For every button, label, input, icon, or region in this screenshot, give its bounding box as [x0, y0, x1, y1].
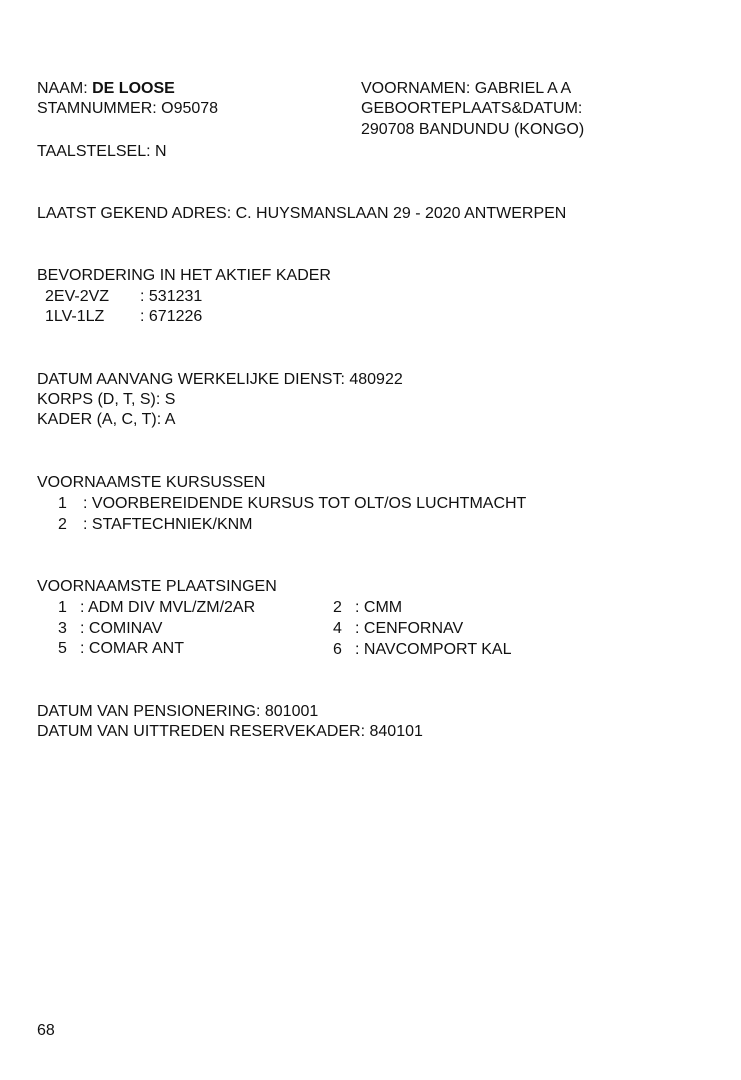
plaatsing-text: : COMINAV — [80, 620, 163, 637]
kursussen-title: VOORNAAMSTE KURSUSSEN — [37, 474, 266, 491]
kader: KADER (A, C, T): A — [37, 411, 176, 428]
plaatsing-text: : COMAR ANT — [80, 640, 185, 657]
page-number: 68 — [37, 1022, 55, 1039]
kursus-text: : STAFTECHNIEK/KNM — [83, 516, 253, 533]
kursus-num: 2 — [58, 516, 67, 533]
kursus-num: 1 — [58, 495, 67, 512]
naam-label: NAAM: — [37, 80, 93, 97]
plaatsing-text: : CMM — [355, 599, 403, 616]
plaatsing-num: 4 — [333, 620, 342, 637]
laatst-gekend-adres: LAATST GEKEND ADRES: C. HUYSMANSLAAN 29 - 2020 ANTWERPEN — [37, 205, 567, 222]
datum-pensionering: DATUM VAN PENSIONERING: 801001 — [37, 703, 319, 720]
bevordering-title: BEVORDERING IN HET AKTIEF KADER — [37, 267, 331, 284]
taalstelsel: TAALSTELSEL: N — [37, 143, 167, 160]
geboorte-label: GEBOORTEPLAATS&DATUM: — [361, 100, 583, 117]
kursus-text: : VOORBEREIDENDE KURSUS TOT OLT/OS LUCHTMACHT — [83, 495, 527, 512]
plaatsing-text: : ADM DIV MVL/ZM/2AR — [80, 599, 256, 616]
plaatsing-text: : CENFORNAV — [355, 620, 464, 637]
korps: KORPS (D, T, S): S — [37, 391, 176, 408]
bevordering-value: : 531231 — [140, 288, 203, 305]
datum-aanvang-dienst: DATUM AANVANG WERKELIJKE DIENST: 480922 — [37, 371, 403, 388]
plaatsing-num: 1 — [58, 599, 67, 616]
bevordering-value: : 671226 — [140, 308, 203, 325]
bevordering-rank: 1LV-1LZ — [45, 308, 105, 325]
plaatsing-num: 3 — [58, 620, 67, 637]
plaatsing-num: 5 — [58, 640, 67, 657]
plaatsing-text: : NAVCOMPORT KAL — [355, 641, 512, 658]
voornamen: VOORNAMEN: GABRIEL A A — [361, 80, 572, 97]
geboorte-value: 290708 BANDUNDU (KONGO) — [361, 121, 585, 138]
naam-line — [37, 79, 175, 100]
stamnummer: STAMNUMMER: O95078 — [37, 100, 219, 117]
datum-uittreden-reservekader: DATUM VAN UITTREDEN RESERVEKADER: 840101 — [37, 723, 423, 740]
bevordering-rank: 2EV-2VZ — [45, 288, 110, 305]
naam-value: DE LOOSE — [92, 80, 175, 97]
plaatsing-num: 6 — [333, 641, 342, 658]
plaatsingen-title: VOORNAAMSTE PLAATSINGEN — [37, 578, 277, 595]
plaatsing-num: 2 — [333, 599, 342, 616]
